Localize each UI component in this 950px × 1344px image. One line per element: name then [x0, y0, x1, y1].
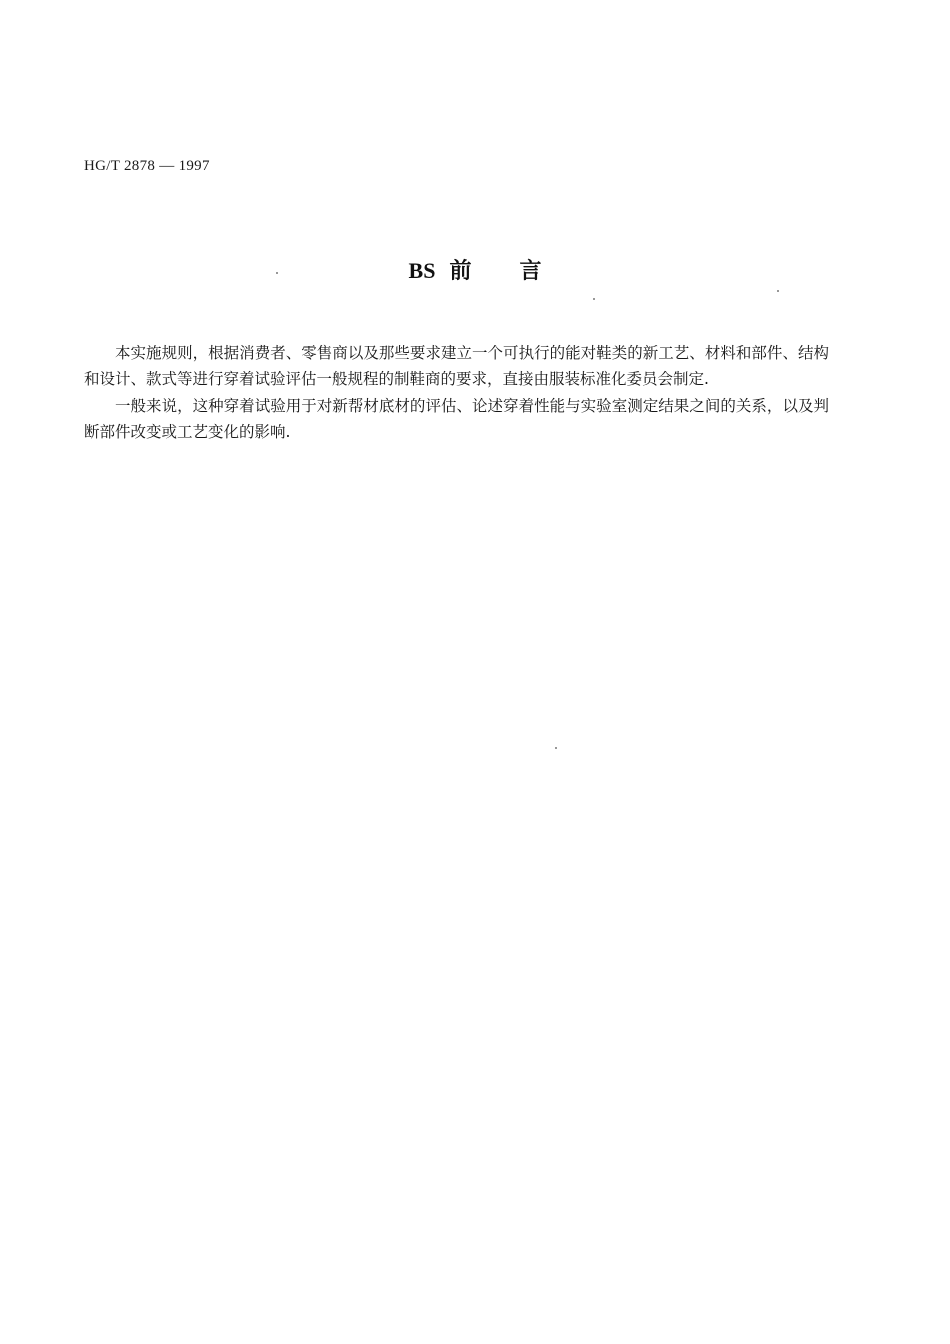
paragraph: 一般来说，这种穿着试验用于对新帮材底材的评估、论述穿着性能与实验室测定结果之间的关系，以及判断部件改变或工艺变化的影响. — [84, 397, 829, 441]
paragraph: 本实施规则，根据消费者、零售商以及那些要求建立一个可执行的能对鞋类的新工艺、材料和部件、结构和设计、款式等进行穿着试验评估一般规程的制鞋商的要求，直接由服装标准化委员会制定. — [84, 344, 829, 388]
foreword-body — [84, 340, 829, 446]
page-title — [0, 254, 950, 285]
scan-speck — [276, 272, 278, 274]
scan-speck — [593, 298, 595, 300]
scan-speck — [777, 290, 779, 292]
scan-speck — [555, 747, 557, 749]
title-prefix: BS — [408, 258, 436, 283]
standard-number: HG/T 2878 — 1997 — [84, 158, 210, 174]
title-heading: 前言 — [449, 258, 590, 284]
